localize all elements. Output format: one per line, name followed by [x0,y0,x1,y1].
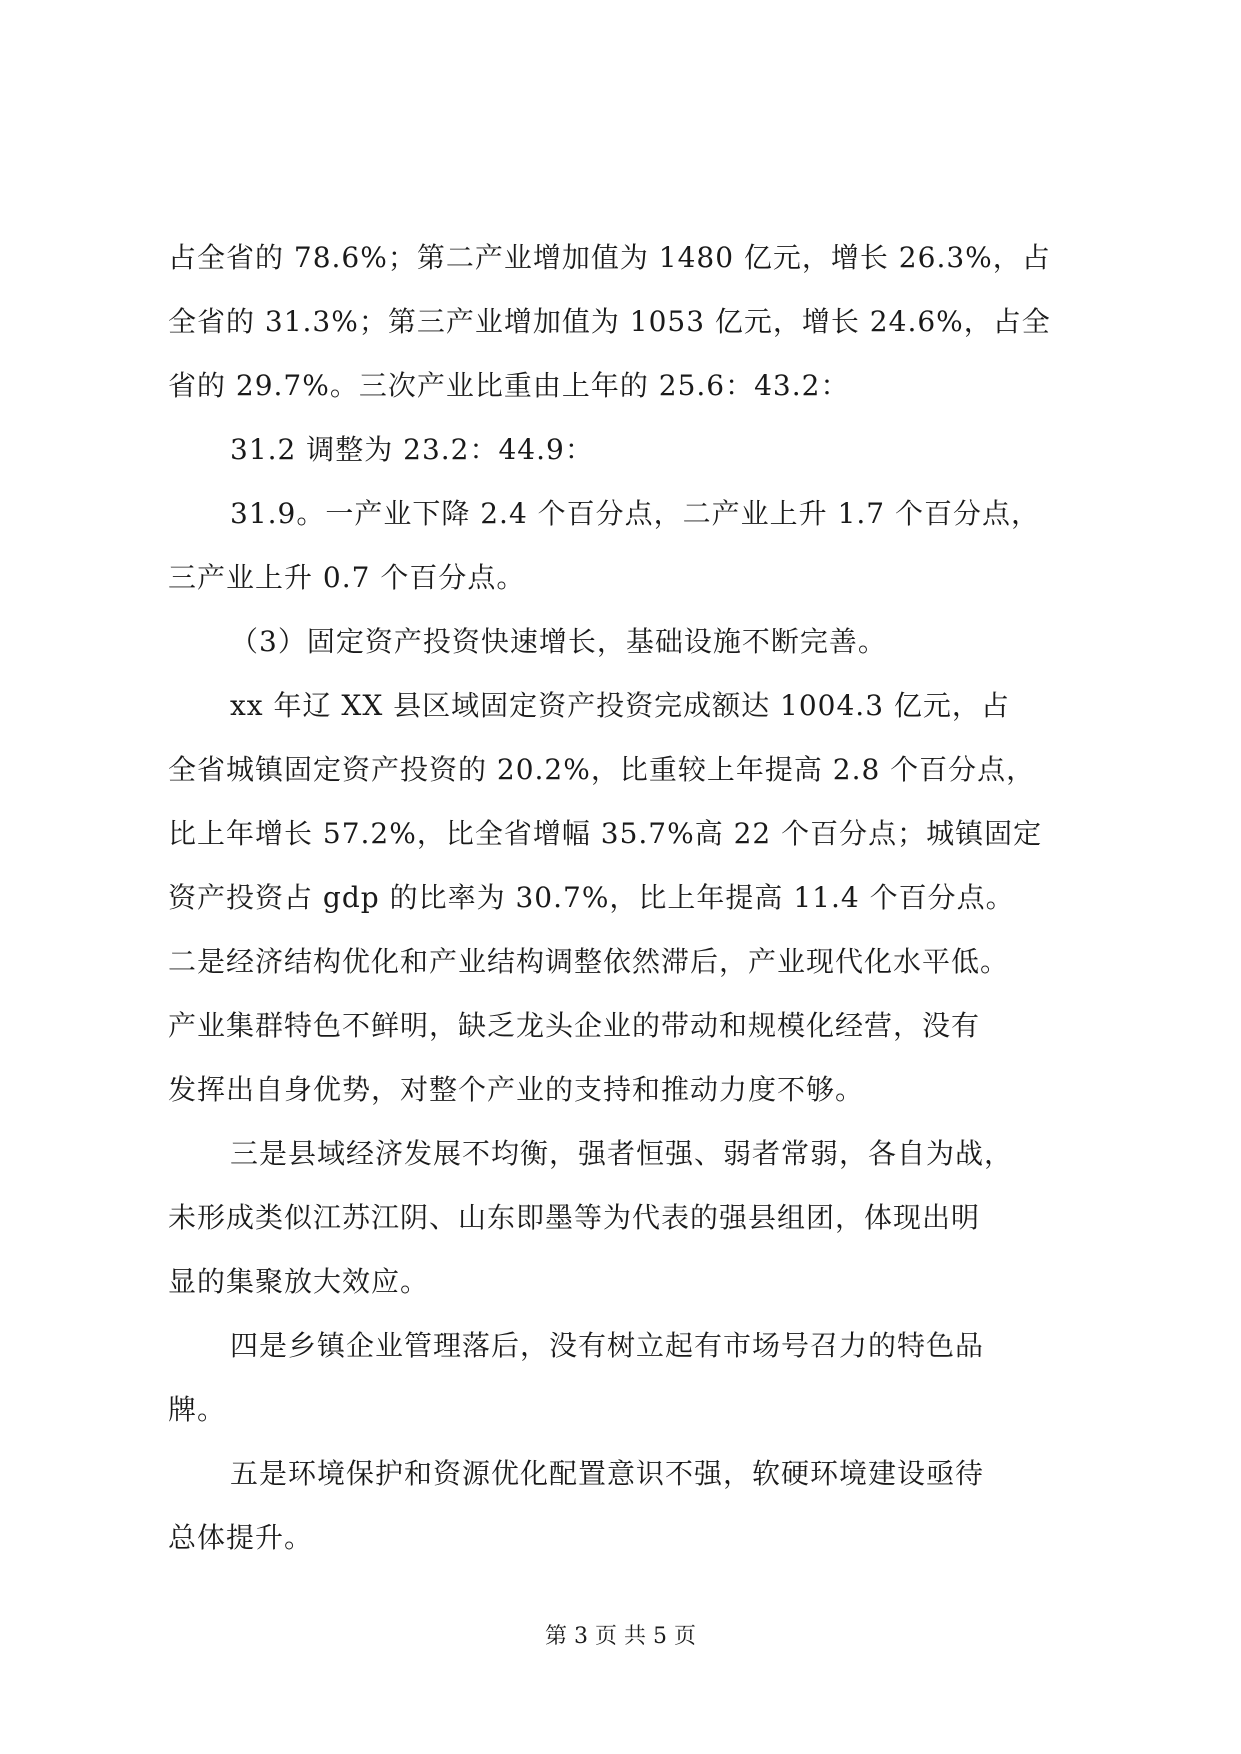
text-line: 31.9。一产业下降 2.4 个百分点，二产业上升 1.7 个百分点， [230,497,1041,530]
text-line: 牌。 [168,1393,227,1426]
text-line: 五是环境保护和资源优化配置意识不强，软硬环境建设亟待 [230,1457,985,1490]
text-line: 比上年增长 57.2%，比全省增幅 35.7%高 22 个百分点；城镇固定 [168,817,1043,850]
text-line: 二是经济结构优化和产业结构调整依然滞后，产业现代化水平低。 [168,945,1010,978]
page-number-footer: 第 3 页 共 5 页 [545,1624,696,1649]
text-line: 产业集群特色不鲜明，缺乏龙头企业的带动和规模化经营，没有 [168,1009,981,1042]
text-line: 31.2 调整为 23.2：44.9： [230,433,594,466]
text-line: 四是乡镇企业管理落后，没有树立起有市场号召力的特色品 [230,1329,985,1362]
text-line: 省的 29.7%。三次产业比重由上年的 25.6：43.2： [168,369,850,402]
text-line: 占全省的 78.6%；第二产业增加值为 1480 亿元，增长 26.3%，占 [168,241,1051,274]
text-line: 未形成类似江苏江阴、山东即墨等为代表的强县组团，体现出明 [168,1201,981,1234]
text-line: 全省城镇固定资产投资的 20.2%，比重较上年提高 2.8 个百分点， [168,753,1036,786]
text-line: 总体提升。 [168,1521,314,1554]
text-line: xx 年辽 XX 县区域固定资产投资完成额达 1004.3 亿元，占 [230,689,1010,722]
text-line: 显的集聚放大效应。 [168,1265,430,1298]
text-line: 发挥出自身优势，对整个产业的支持和推动力度不够。 [168,1073,865,1106]
document-body [168,226,1083,1570]
text-line: 三产业上升 0.7 个百分点。 [168,561,526,594]
text-line: 资产投资占 gdp 的比率为 30.7%，比上年提高 11.4 个百分点。 [168,881,1015,914]
text-line: 全省的 31.3%；第三产业增加值为 1053 亿元，增长 24.6%，占全 [168,305,1051,338]
section-heading: （3）固定资产投资快速增长，基础设施不断完善。 [230,625,887,658]
text-line: 三是县域经济发展不均衡，强者恒强、弱者常弱，各自为战， [230,1137,1014,1170]
